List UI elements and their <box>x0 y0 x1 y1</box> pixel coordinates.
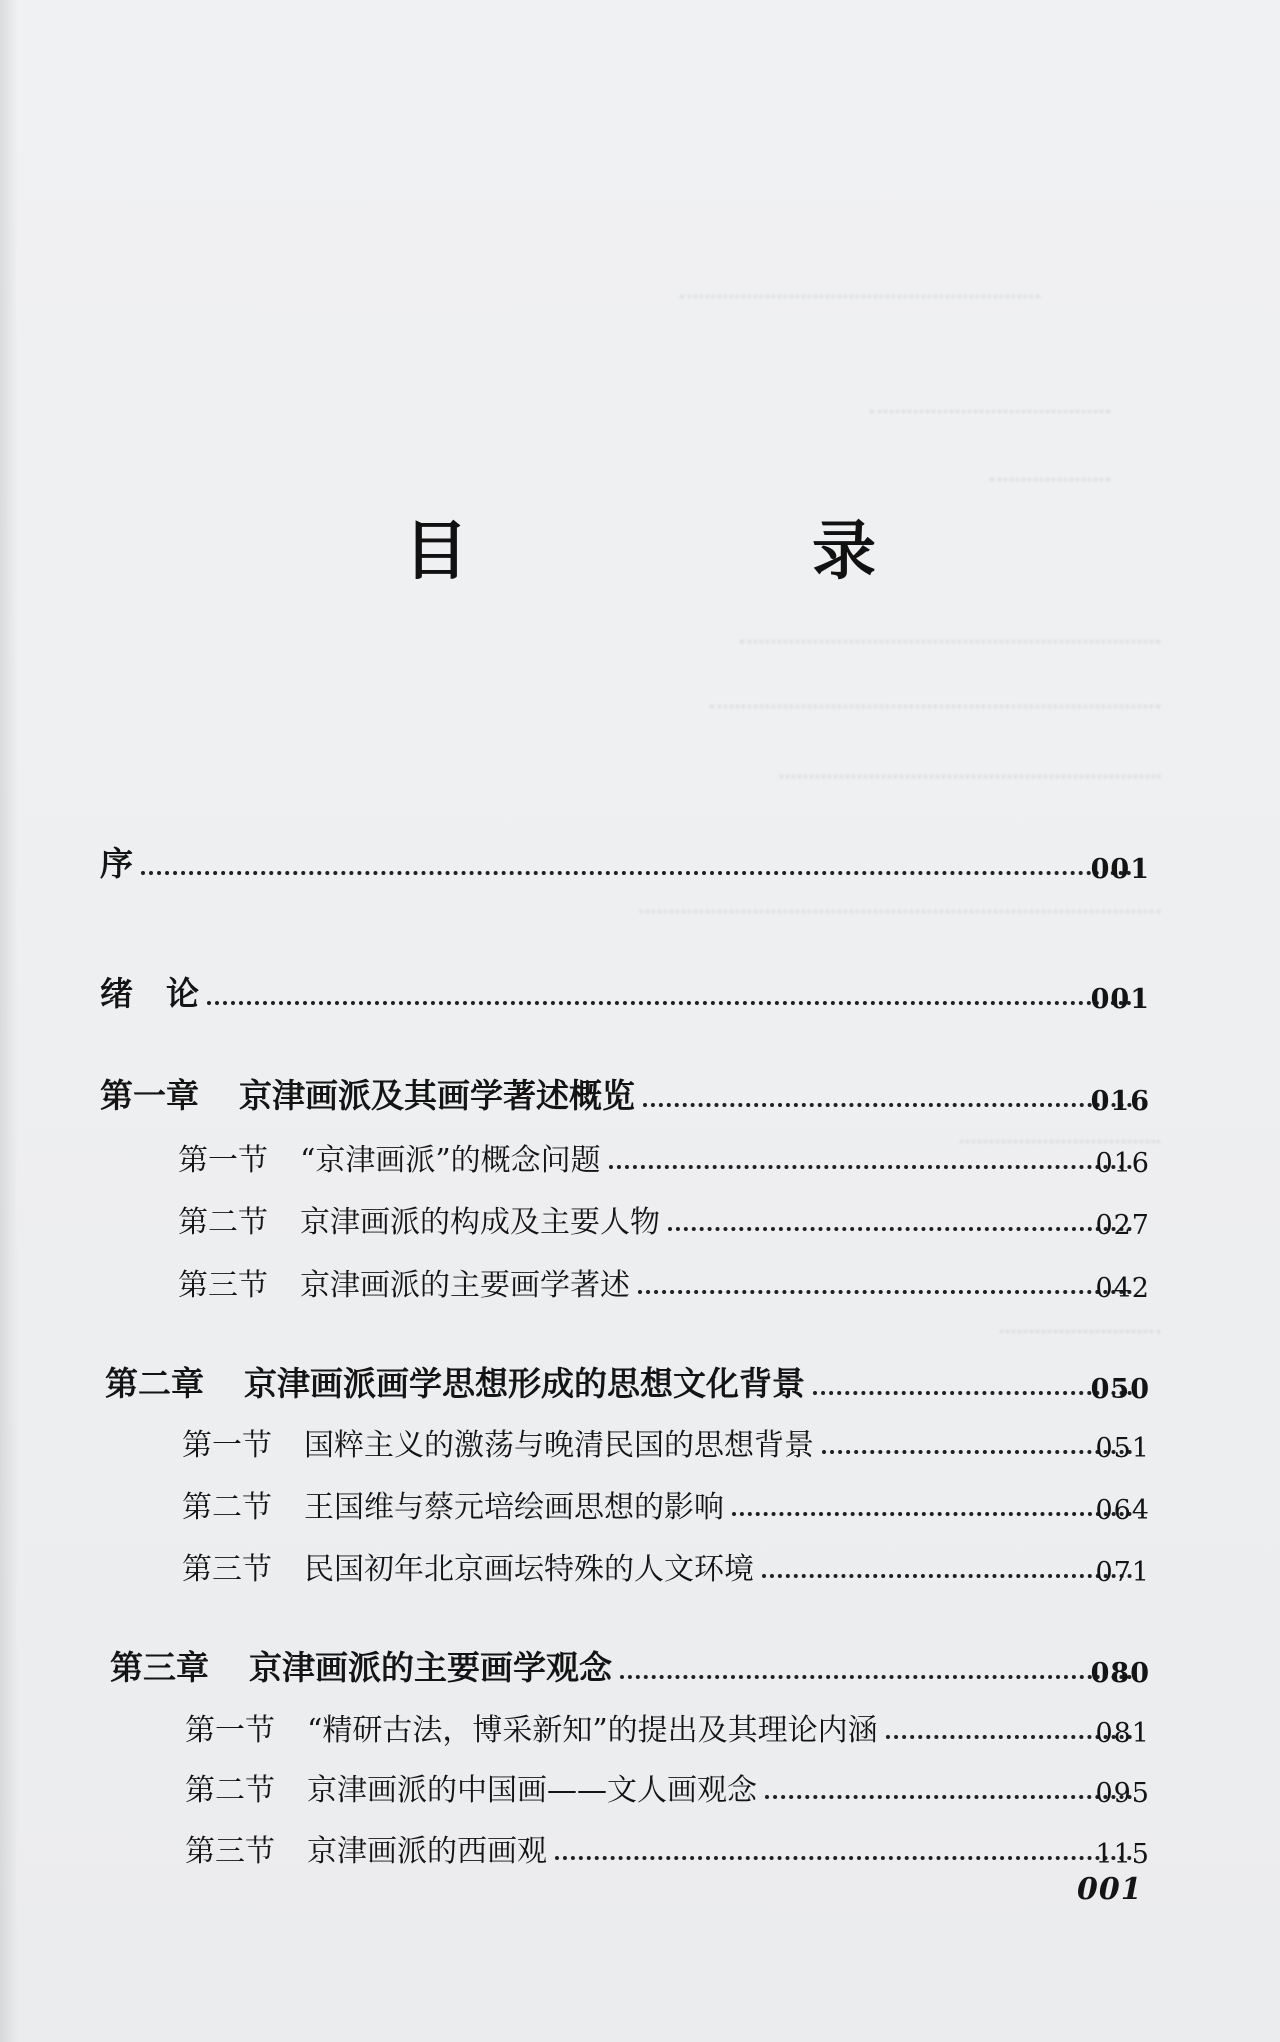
page-title: 目 录 <box>404 514 1016 589</box>
toc-entry-section[interactable] <box>178 1197 1150 1241</box>
entry-label: 第三节 <box>182 1552 272 1587</box>
leader-dots <box>762 1574 1132 1578</box>
toc-entry-chapter-1[interactable] <box>100 1070 1150 1117</box>
entry-page-number: 050 <box>1090 1374 1150 1405</box>
entry-page-number: 081 <box>1095 1718 1150 1749</box>
entry-page-number: 064 <box>1095 1495 1150 1526</box>
entry-title: “精研古法，博采新知”的提出及其理论内涵 <box>307 1713 878 1748</box>
entry-title: 王国维与蔡元培绘画思想的影响 <box>304 1490 724 1525</box>
entry-title: “京津画派”的概念问题 <box>300 1143 601 1178</box>
leader-dots <box>638 1290 1132 1294</box>
toc-entry-section[interactable] <box>178 1260 1150 1304</box>
entry-label: 第三节 <box>178 1268 268 1303</box>
entry-label: 第二节 <box>185 1773 275 1808</box>
toc-entry-section[interactable] <box>178 1135 1150 1179</box>
leader-dots <box>555 1856 1132 1860</box>
entry-label: 第二章 <box>105 1364 204 1403</box>
entry-title: 京津画派画学思想形成的思想文化背景 <box>244 1364 805 1403</box>
leader-dots <box>732 1512 1132 1516</box>
entry-page-number: 071 <box>1095 1557 1150 1588</box>
entry-title: 京津画派及其画学著述概览 <box>239 1076 635 1115</box>
entry-title: 京津画派的中国画——文人画观念 <box>307 1773 757 1808</box>
entry-page-number: 016 <box>1090 1086 1150 1117</box>
entry-label: 第三节 <box>185 1834 275 1869</box>
toc-entry-preface[interactable] <box>100 838 1150 885</box>
toc-entry-section[interactable] <box>182 1482 1150 1526</box>
toc-entry-section[interactable] <box>182 1544 1150 1588</box>
entry-label: 序 <box>100 844 133 883</box>
entry-label: 第一节 <box>182 1428 272 1463</box>
leader-dots <box>765 1795 1132 1799</box>
toc-entry-section[interactable] <box>182 1420 1150 1464</box>
leader-dots <box>620 1675 1132 1679</box>
entry-label: 第二节 <box>178 1205 268 1240</box>
entry-label: 第一节 <box>185 1713 275 1748</box>
leader-dots <box>207 1001 1132 1005</box>
entry-label: 第二节 <box>182 1490 272 1525</box>
toc-entry-section[interactable] <box>185 1705 1150 1749</box>
entry-page-number: 115 <box>1095 1839 1150 1870</box>
entry-label: 绪 论 <box>100 974 199 1013</box>
entry-title: 京津画派的西画观 <box>307 1834 547 1869</box>
page-number: 001 <box>1077 1872 1143 1907</box>
toc-entry-section[interactable] <box>185 1826 1150 1870</box>
entry-title: 京津画派的主要画学观念 <box>249 1648 612 1687</box>
leader-dots <box>643 1103 1132 1107</box>
entry-title: 民国初年北京画坛特殊的人文环境 <box>304 1552 754 1587</box>
toc-entry-chapter-3[interactable] <box>110 1642 1150 1689</box>
toc-entry-chapter-2[interactable] <box>105 1358 1150 1405</box>
entry-page-number: 001 <box>1090 984 1150 1015</box>
toc-entry-section[interactable] <box>185 1765 1150 1809</box>
leader-dots <box>668 1227 1132 1231</box>
leader-dots <box>813 1391 1132 1395</box>
entry-page-number: 016 <box>1095 1148 1150 1179</box>
entry-label: 第一节 <box>178 1143 268 1178</box>
page-edge-shadow <box>0 0 18 2042</box>
leader-dots <box>141 871 1132 875</box>
entry-page-number: 095 <box>1095 1778 1150 1809</box>
entry-page-number: 001 <box>1090 854 1150 885</box>
entry-label: 第三章 <box>110 1648 209 1687</box>
entry-page-number: 027 <box>1095 1210 1150 1241</box>
entry-title: 京津画派的构成及主要人物 <box>300 1205 660 1240</box>
entry-label: 第一章 <box>100 1076 199 1115</box>
entry-page-number: 042 <box>1095 1273 1150 1304</box>
entry-page-number: 080 <box>1090 1658 1150 1689</box>
entry-title: 京津画派的主要画学著述 <box>300 1268 630 1303</box>
toc-entry-introduction[interactable] <box>100 968 1150 1015</box>
entry-page-number: 051 <box>1095 1433 1150 1464</box>
leader-dots <box>822 1450 1132 1454</box>
leader-dots <box>609 1165 1132 1169</box>
entry-title: 国粹主义的激荡与晚清民国的思想背景 <box>304 1428 814 1463</box>
